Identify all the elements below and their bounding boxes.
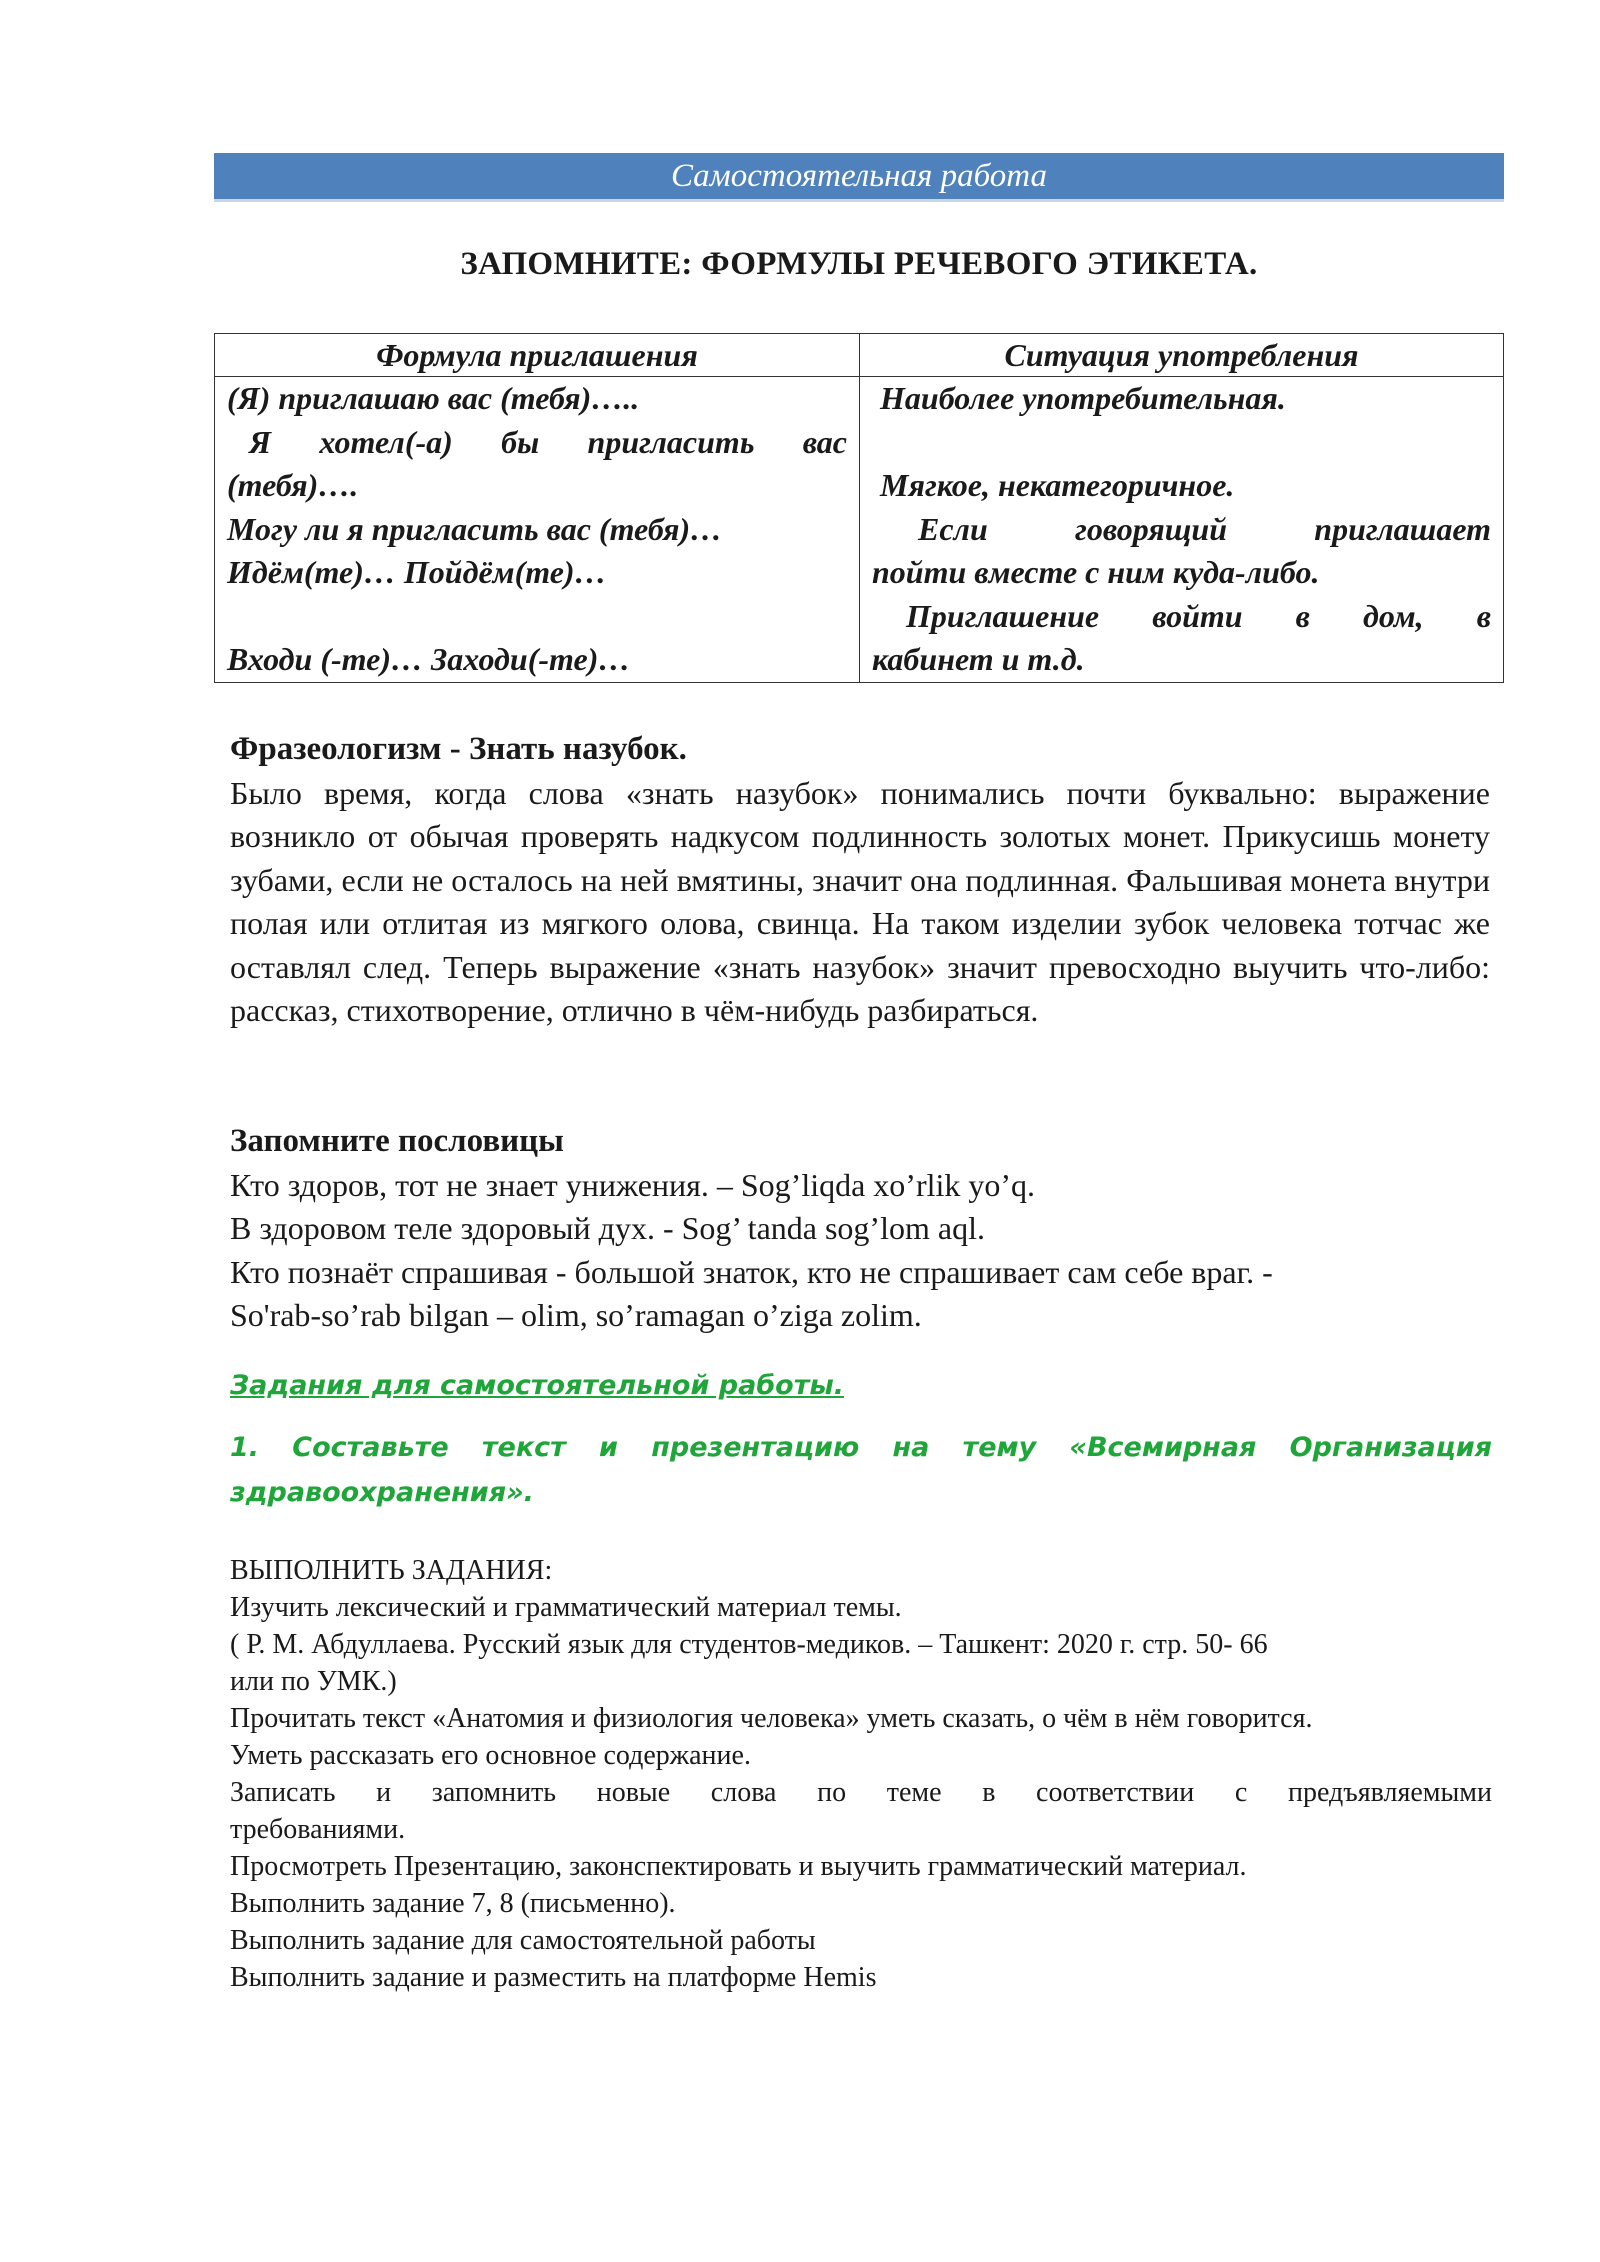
usage-situation-cell: [860, 377, 1504, 683]
phraseology-heading: Фразеологизм - Знать назубок.: [230, 731, 687, 767]
todo-heading: ВЫПОЛНИТЬ ЗАДАНИЯ:: [230, 1555, 553, 1586]
section-banner: Самостоятельная работа: [214, 153, 1504, 202]
proverb-line: В здоровом теле здоровый дух. - Sog’ tanda sog’lom aql.: [230, 1210, 985, 1246]
phraseology-text: Было время, когда слова «знать назубок» понимались почти буквально: выражение возникло от обычая проверять надкусом подлинность золотых монет. Прикусишь монету зубами, если не осталось на ней вмятины, значит она подлинная. Фальшивая монета внутри полая или отлитая из мягкого олова, свинца. На таком изделии зубок человека тотчас же оставлял след. Теперь выражение «знать назубок» значит превосходно выучить что-либо: рассказ, стихотворение, отлично в чём-нибудь разбираться.: [230, 774, 1490, 1028]
proverbs-heading: Запомните пословицы: [230, 1123, 564, 1159]
cell-line: Входи (-те)… Заходи(-те)…: [227, 641, 631, 677]
todo-item: Выполнить задание и разместить на платформе Hemis: [230, 1962, 877, 1993]
cell-line: (Я) приглашаю вас (тебя)…..: [227, 380, 640, 416]
etiquette-table: [214, 333, 1504, 683]
todo-item: Уметь рассказать его основное содержание.: [230, 1740, 751, 1771]
phraseology-section: [230, 728, 1490, 1033]
todo-item: Выполнить задание 7, 8 (письменно).: [230, 1888, 676, 1919]
cell-line: Если говорящий приглашает: [918, 510, 1491, 547]
todo-list: [230, 1552, 1492, 1996]
proverb-line: Кто здоров, тот не знает унижения. – Sog’liqda xo’rlik yo’q.: [230, 1166, 1036, 1203]
cell-line: Могу ли я пригласить вас (тебя)…: [227, 510, 723, 547]
todo-item: Просмотреть Презентацию, законспектировать и выучить грамматический материал.: [230, 1851, 1247, 1882]
cell-line: Наиболее употребительная.: [880, 380, 1286, 416]
column-header: Ситуация употребления: [860, 334, 1504, 377]
cell-line: кабинет и т.д.: [872, 641, 1085, 677]
table-row: [215, 377, 1504, 683]
cell-line: [227, 595, 847, 639]
todo-item: или по УМК.): [230, 1666, 397, 1697]
cell-line: Я хотел(-а) бы пригласить вас: [249, 423, 847, 460]
cell-line: (тебя)….: [227, 467, 359, 503]
page-title: ЗАПОМНИТЕ: ФОРМУЛЫ РЕЧЕВОГО ЭТИКЕТА.: [460, 246, 1258, 282]
assignment-task-line: здравоохранения».: [230, 1477, 534, 1508]
assignments-heading: Задания для самостоятельной работы.: [230, 1370, 845, 1401]
invitation-formulas-cell: [215, 377, 860, 683]
table-header-row: [215, 334, 1504, 377]
todo-item: Выполнить задание для самостоятельной работы: [230, 1925, 816, 1956]
cell-line: Идём(те)… Пойдём(те)…: [227, 554, 607, 590]
cell-line: Приглашение войти в дом, в: [906, 597, 1491, 634]
todo-item: Записать и запомнить новые слова по теме в соответствии с предъявляемыми: [230, 1777, 1492, 1808]
assignment-task-line: 1. Составьте текст и презентацию на тему «Всемирная Организация: [230, 1432, 1492, 1463]
todo-item: ( Р. М. Абдуллаева. Русский язык для студентов-медиков. – Ташкент: 2020 г. стр. 50- 66: [230, 1629, 1268, 1660]
todo-item: Изучить лексический и грамматический материал темы.: [230, 1592, 902, 1623]
proverb-line: So'rab-so’rab bilgan – olim, so’ramagan o’ziga zolim.: [230, 1297, 922, 1333]
todo-item: требованиями.: [230, 1814, 406, 1845]
proverbs-section: [230, 1120, 1490, 1338]
proverb-line: Кто познаёт спрашивая - большой знаток, кто не спрашивает сам себе враг. -: [230, 1253, 1273, 1290]
cell-line: Мягкое, некатегоричное.: [880, 467, 1235, 503]
todo-item: Прочитать текст «Анатомия и физиология человека» уметь сказать, о чём в нём говорится.: [230, 1703, 1313, 1734]
column-header: Формула приглашения: [215, 334, 860, 377]
cell-line: [872, 421, 1491, 465]
cell-line: пойти вместе с ним куда-либо.: [872, 554, 1320, 590]
assignment-task: [230, 1425, 1492, 1515]
